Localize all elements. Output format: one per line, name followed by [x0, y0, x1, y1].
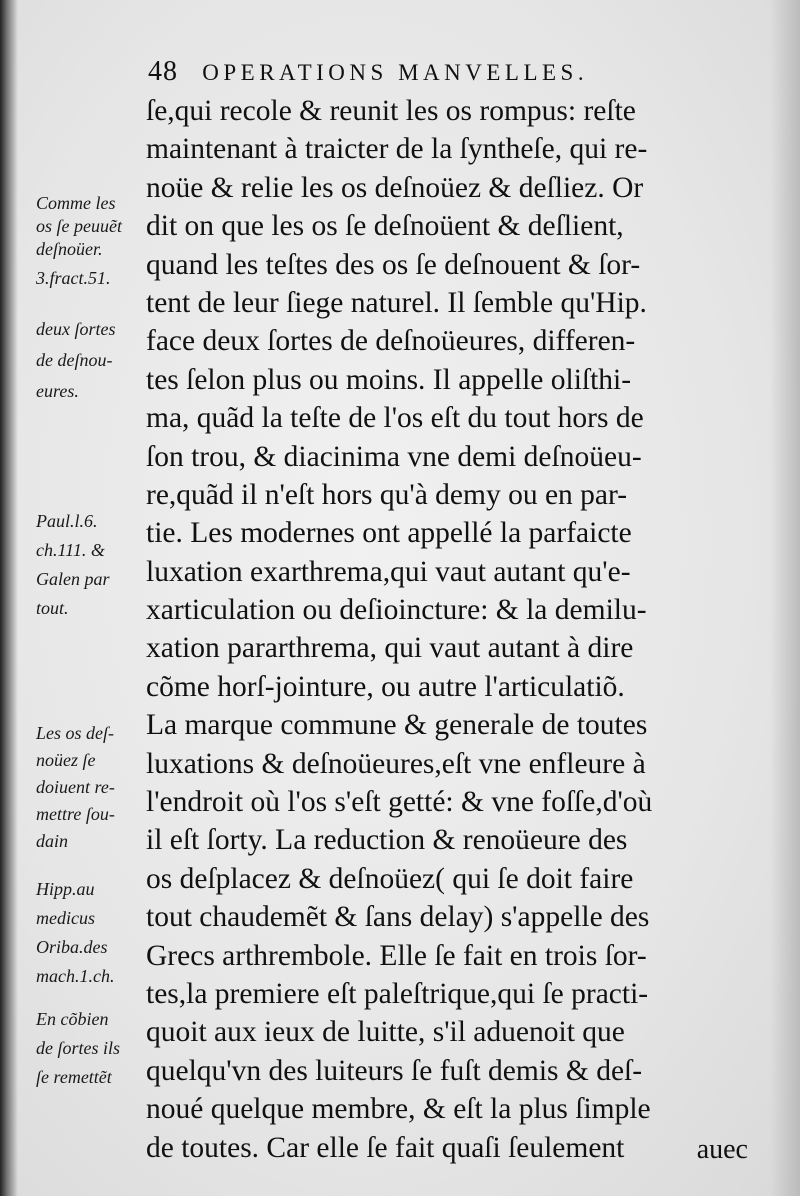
marginal-note-line: tout.	[36, 598, 69, 618]
text-line: quand les teſtes des os ſe deſnouent & ſor-	[146, 248, 641, 281]
main-text-block	[146, 92, 752, 1167]
marginal-note-line: Hipp.au	[36, 879, 95, 899]
marginal-note-line: ch.111. &	[36, 540, 105, 560]
text-line: luxations & deſnoüeures,eſt vne enfleure à	[146, 747, 646, 780]
text-line: noué quelque membre, & eſt la plus ſimple	[146, 1093, 651, 1126]
text-line: tes ſelon plus ou moins. Il appelle oliſthi-	[146, 363, 632, 396]
text-line: re,quãd il n'eſt hors qu'à demy ou en par-	[146, 478, 628, 511]
marginal-note-line: noüez ſe	[36, 750, 96, 770]
text-line: Grecs arthrembole. Elle ſe fait en trois ſor-	[146, 939, 647, 972]
marginal-note-line: Paul.l.6.	[36, 511, 98, 531]
marginal-note-line: Les os deſ-	[36, 723, 114, 743]
marginal-note-line: Comme les	[36, 193, 116, 213]
page-edge-shadow	[770, 0, 800, 1196]
text-line: il eſt ſorty. La reduction & renoüeure des	[146, 824, 628, 857]
marginal-note-line: deux ſortes	[36, 319, 116, 339]
marginal-note-line: mach.1.ch.	[36, 966, 115, 986]
text-line: tout chaudemẽt & ſans delay) s'appelle des	[146, 901, 650, 934]
text-line: luxation exarthrema,qui vaut autant qu'e-	[146, 555, 631, 588]
text-line: La marque commune & generale de toutes	[146, 709, 648, 742]
marginal-note	[36, 878, 152, 988]
text-line: noüe & relie les os deſnoüez & deſliez. Or	[146, 171, 644, 204]
page-number: 48	[148, 56, 178, 87]
text-line: de toutes. Car elle ſe fait quaſi ſeulement	[146, 1131, 625, 1164]
text-line: cõme horſ-jointure, ou autre l'articulatiõ.	[146, 670, 625, 703]
text-line: xation pararthrema, qui vaut autant à dire	[146, 632, 634, 665]
text-line: face deux ſortes de deſnoüeures, differen-	[146, 325, 636, 358]
text-line: quoit aux ieux de luitte, s'il aduenoit que	[146, 1016, 625, 1049]
marginal-note	[36, 722, 152, 853]
marginal-note-line: de deſnou-	[36, 350, 113, 370]
marginal-note	[36, 1008, 152, 1089]
text-line: os deſplacez & deſnoüez( qui ſe doit faire	[146, 862, 634, 895]
text-line: maintenant à traicter de la ſyntheſe, qui re-	[146, 133, 648, 166]
text-line: dit on que les os ſe deſnoüent & deſlient,	[146, 210, 624, 243]
marginal-note-line: ſe remettẽt	[36, 1067, 112, 1087]
marginal-note-line: deſnoüer.	[36, 239, 103, 259]
marginal-note-line: dain	[36, 831, 69, 851]
marginal-note-line: 3.fract.51.	[36, 268, 111, 288]
text-line: xarticulation ou deſioincture: & la demilu-	[146, 594, 647, 627]
text-line: tent de leur ſiege naturel. Il ſemble qu'Hip.	[146, 286, 647, 319]
text-line: quelqu'vn des luiteurs ſe fuſt demis & deſ-	[146, 1054, 643, 1087]
marginal-note-line: de ſortes ils	[36, 1038, 120, 1058]
text-line: ma, quãd la teſte de l'os eſt du tout hors de	[146, 402, 644, 435]
running-title: OPERATIONS MANVELLES.	[202, 60, 589, 85]
marginal-note	[36, 510, 152, 620]
marginal-note-line: Galen par	[36, 569, 110, 589]
marginal-note-line: eures.	[36, 381, 79, 401]
gutter-shadow	[0, 0, 18, 1196]
marginal-note-line: medicus	[36, 908, 95, 928]
running-header	[148, 56, 708, 92]
marginal-note-line: En cõbien	[36, 1009, 109, 1029]
marginal-note	[36, 192, 152, 290]
catchword: auec	[696, 1134, 748, 1165]
text-line: ſon trou, & diacinima vne demi deſnoüeu-	[146, 440, 642, 473]
marginal-note	[36, 318, 152, 403]
marginal-note-line: doiuent re-	[36, 777, 115, 797]
text-line: ſe,qui recole & reunit les os rompus: reſte	[146, 95, 636, 127]
text-line: tie. Les modernes ont appellé la parfaicte	[146, 517, 632, 550]
marginal-note-line: os ſe peuuẽt	[36, 216, 122, 236]
text-line: tes,la premiere eſt paleſtrique,qui ſe practi-	[146, 977, 649, 1010]
marginal-note-line: mettre ſou-	[36, 804, 115, 824]
marginal-note-line: Oriba.des	[36, 937, 108, 957]
text-line: l'endroit où l'os s'eſt getté: & vne foſſe,d'où	[146, 786, 653, 819]
